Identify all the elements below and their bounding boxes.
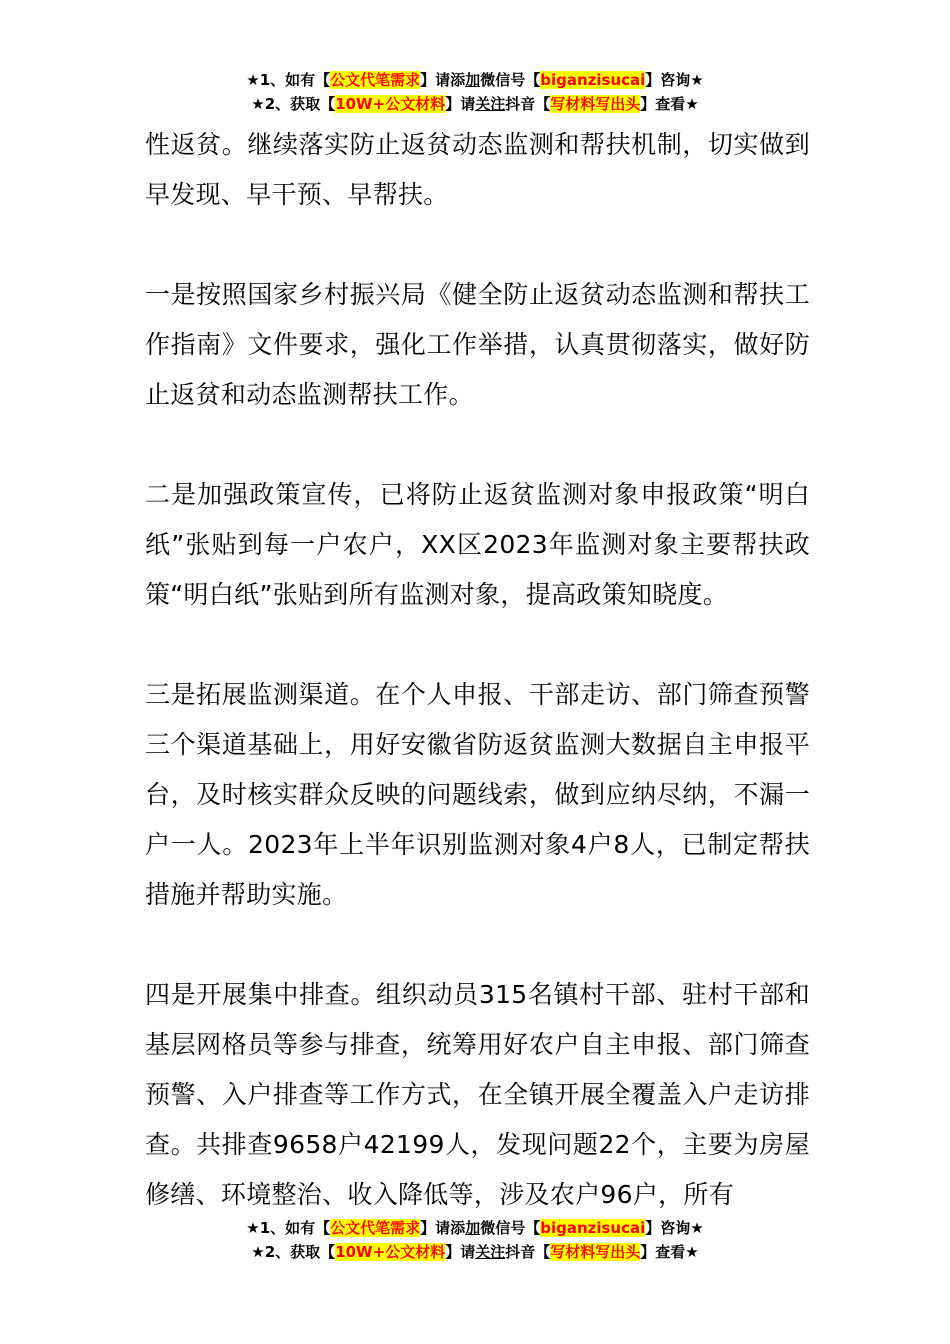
banner-line-1 xyxy=(0,1216,950,1240)
highlight-service: 公文代笔需求 xyxy=(330,1219,421,1237)
highlight-wechat-id: biganzisucai xyxy=(540,71,646,89)
header-banner xyxy=(0,68,950,116)
banner-underlined-text: 加 xyxy=(465,1219,481,1237)
banner-text: 】查看★ xyxy=(640,1243,699,1261)
paragraph-item-2: 二是加强政策宣传，已将防止返贫监测对象申报政策“明白纸”张贴到每一户农户，XX区2023年监测对象主要帮扶政策“明白纸”张贴到所有监测对象，提高政策知晓度。 xyxy=(145,480,810,609)
banner-text: ★2、获取【 xyxy=(251,95,336,113)
banner-text: 抖音【 xyxy=(505,95,551,113)
footer-banner xyxy=(0,1216,950,1264)
banner-line-2 xyxy=(0,1240,950,1264)
highlight-materials: 10W+公文材料 xyxy=(335,95,446,113)
paragraph-item-4: 四是开展集中排查。组织动员315名镇村干部、驻村干部和基层网格员等参与排查，统筹用好农户自主申报、部门筛查预警、入户排查等工作方式，在全镇开展全覆盖入户走访排查。共排查9658户42199人，发现问题22个，主要为房屋修缮、环境整治、收入降低等，涉及农户96户，所有 xyxy=(145,980,810,1209)
banner-underlined-text: 关注 xyxy=(475,1243,506,1261)
document-body xyxy=(145,120,810,1220)
paragraph-continuation: 性返贫。继续落实防止返贫动态监测和帮扶机制，切实做到早发现、早干预、早帮扶。 xyxy=(145,130,810,209)
banner-text: 】请添 xyxy=(420,71,466,89)
highlight-douyin-account: 写材料写出头 xyxy=(550,1243,641,1261)
highlight-service: 公文代笔需求 xyxy=(330,71,421,89)
highlight-douyin-account: 写材料写出头 xyxy=(550,95,641,113)
banner-text: 】请 xyxy=(445,95,476,113)
banner-text: 】咨询★ xyxy=(645,71,704,89)
banner-text: 】请添 xyxy=(420,1219,466,1237)
banner-text: 微信号【 xyxy=(480,1219,541,1237)
highlight-materials: 10W+公文材料 xyxy=(335,1243,446,1261)
paragraph-item-1: 一是按照国家乡村振兴局《健全防止返贫动态监测和帮扶工作指南》文件要求，强化工作举措，认真贯彻落实，做好防止返贫和动态监测帮扶工作。 xyxy=(145,280,810,409)
highlight-wechat-id: biganzisucai xyxy=(540,1219,646,1237)
banner-text: ★1、如有【 xyxy=(246,71,331,89)
banner-text: ★1、如有【 xyxy=(246,1219,331,1237)
banner-text: 】查看★ xyxy=(640,95,699,113)
paragraph-item-3: 三是拓展监测渠道。在个人申报、干部走访、部门筛查预警三个渠道基础上，用好安徽省防返贫监测大数据自主申报平台，及时核实群众反映的问题线索，做到应纳尽纳，不漏一户一人。2023年上半年识别监测对象4户8人，已制定帮扶措施并帮助实施。 xyxy=(145,680,810,909)
banner-underlined-text: 关注 xyxy=(475,95,506,113)
banner-underlined-text: 加 xyxy=(465,71,481,89)
banner-line-2 xyxy=(0,92,950,116)
banner-text: ★2、获取【 xyxy=(251,1243,336,1261)
banner-text: 微信号【 xyxy=(480,71,541,89)
banner-text: 抖音【 xyxy=(505,1243,551,1261)
banner-line-1 xyxy=(0,68,950,92)
banner-text: 】请 xyxy=(445,1243,476,1261)
banner-text: 】咨询★ xyxy=(645,1219,704,1237)
